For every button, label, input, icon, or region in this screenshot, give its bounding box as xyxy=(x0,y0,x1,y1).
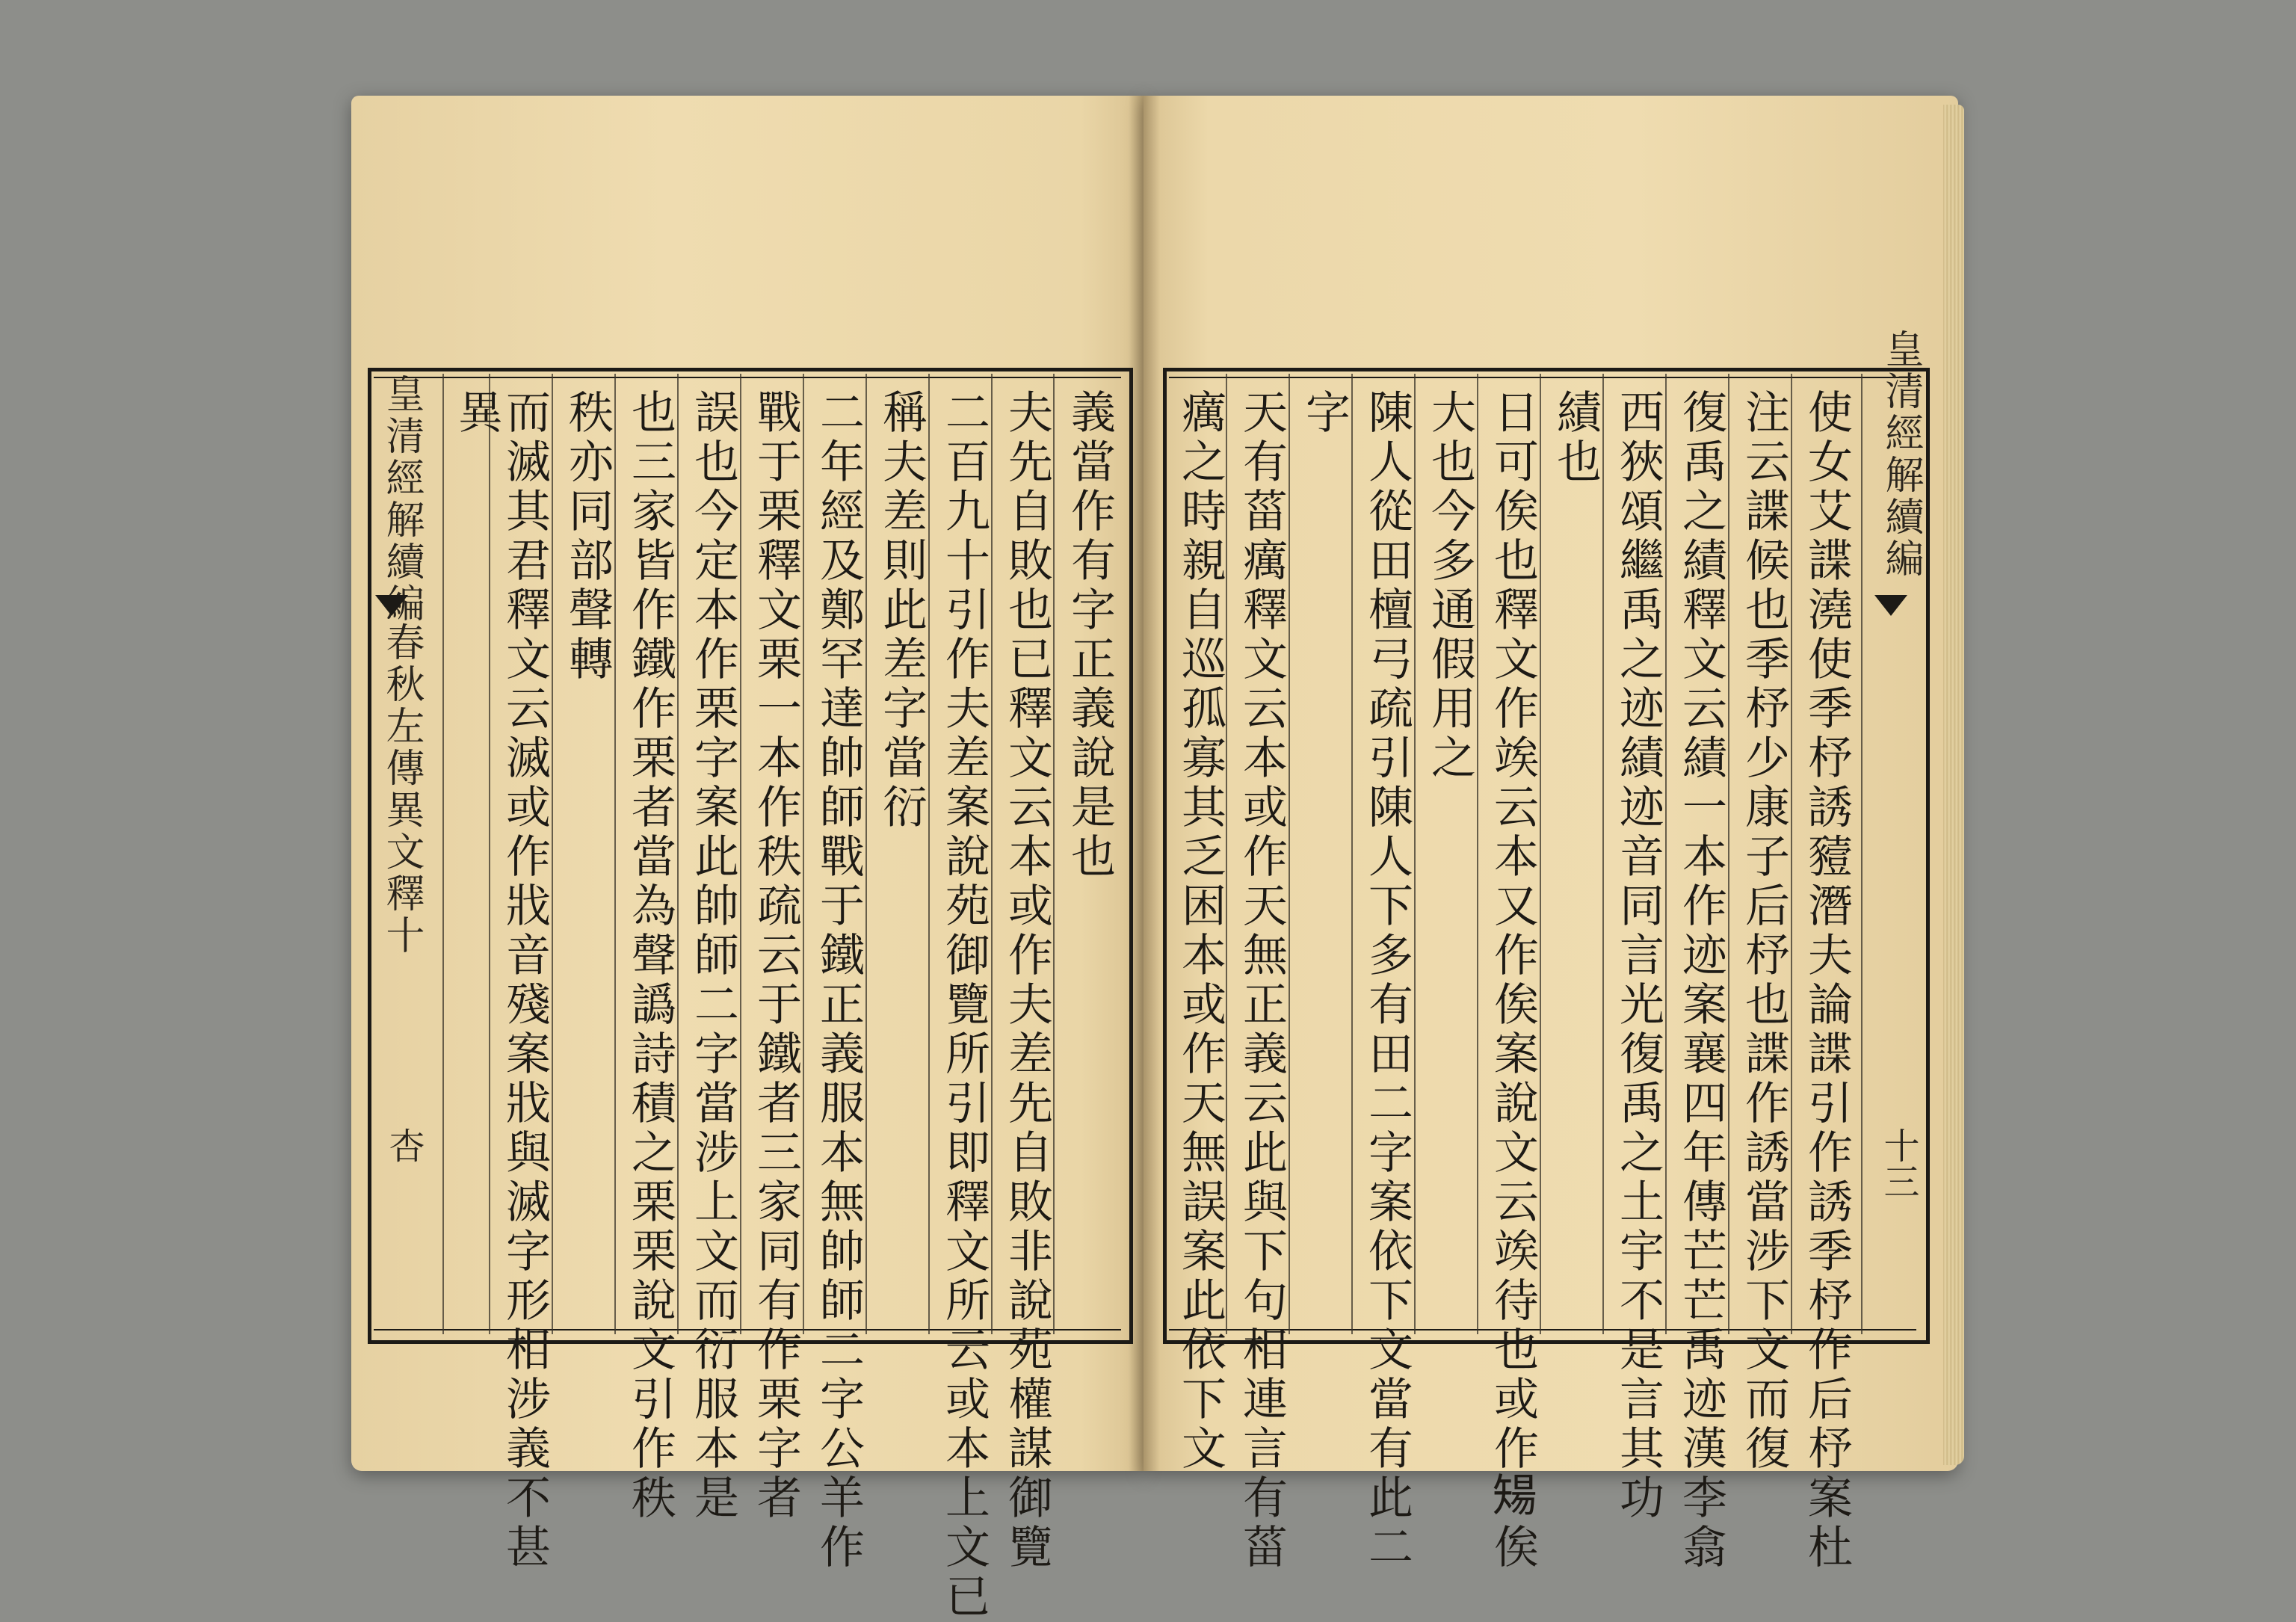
left-margin-rule xyxy=(442,374,444,1334)
right-col-2: 注云諜候也季杼少康子后杼也諜作誘當涉下文而復 xyxy=(1738,389,1790,1474)
left-col-7: 誤也今定本作栗字案此帥師二字當涉上文而衍服本是 xyxy=(687,389,739,1523)
right-margin-rule xyxy=(1861,374,1863,1334)
left-section-title: 春秋左傳異文釋十 xyxy=(379,622,424,957)
left-frame-inner-top xyxy=(374,377,1121,378)
right-frame-inner-top xyxy=(1169,377,1916,378)
right-folio: 十三 xyxy=(1877,1127,1919,1199)
left-col-11: 異 xyxy=(451,389,503,438)
left-col-9: 秩亦同部聲轉 xyxy=(561,389,614,685)
right-col-rule xyxy=(1351,374,1353,1334)
left-col-rule xyxy=(489,374,490,1334)
left-col-4: 稱夫差則此差字當衍 xyxy=(875,389,928,833)
left-col-2: 夫先自敗也已釋文云本或作夫差先自敗非說苑權謀御覽 xyxy=(1001,389,1053,1573)
left-col-8: 也三家皆作鐵作栗者當為聲譌詩積之栗栗說文引作秩 xyxy=(624,389,676,1523)
right-col-1: 使女艾諜澆使季杼誘豷潛夫論諜引作誘季杼作后杼案杜 xyxy=(1800,389,1853,1573)
page-edges xyxy=(1943,105,1964,1465)
book-gutter xyxy=(1129,96,1160,1471)
left-col-6: 戰于栗釋文栗一本作秩疏云于鐵者三家同有作栗字者 xyxy=(750,389,802,1523)
right-col-6: 日可俟也釋文作竢云本又作俟案說文云竢待也或作𥏫俟 xyxy=(1487,389,1539,1573)
right-col-5: 績也 xyxy=(1549,389,1602,487)
left-col-5: 二年經及鄭罕達帥師戰于鐵正義服本無帥師二字公羊作 xyxy=(812,389,865,1573)
left-col-10: 而滅其君釋文云滅或作戕音殘案戕與滅字形相涉義不甚 xyxy=(499,389,551,1573)
right-col-7: 大也今多通假用之 xyxy=(1424,389,1476,783)
right-fish-tail-mark xyxy=(1874,595,1907,616)
left-col-3: 二百九十引作夫差案說苑御覽所引即釋文所云或本上文已 xyxy=(938,389,990,1622)
right-col-rule xyxy=(1602,374,1604,1334)
left-fish-tail-mark xyxy=(375,595,408,616)
left-col-1: 義當作有字正義說是也 xyxy=(1064,389,1116,882)
left-folio: 杏 xyxy=(383,1127,425,1163)
right-col-4: 西狹頌繼禹之迹績迹音同言光復禹之土宇不是言其功 xyxy=(1612,389,1664,1523)
right-col-11: 癘之時親自巡孤寡其乏困本或作天無誤案此依下文 xyxy=(1174,389,1226,1474)
right-col-9: 字 xyxy=(1298,389,1351,438)
right-col-8: 陳人從田檀弓疏引陳人下多有田二字案依下文當有此二 xyxy=(1361,389,1413,1573)
right-margin-title: 皇清經解續編 xyxy=(1878,329,1923,580)
right-col-10: 天有菑癘釋文云本或作天無正義云此與下句相連言有菑 xyxy=(1235,389,1288,1573)
left-margin-title: 皇清經解續編 xyxy=(379,374,424,625)
right-col-3: 復禹之績釋文云績一本作迹案襄四年傳芒芒禹迹漢李翕 xyxy=(1675,389,1727,1573)
